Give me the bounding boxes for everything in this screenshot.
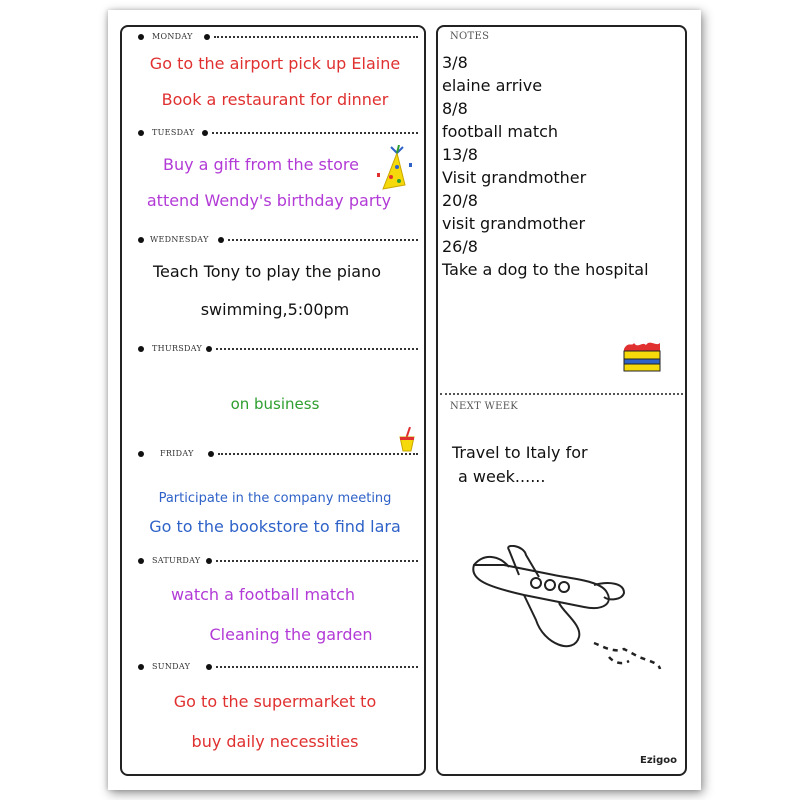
entry-wednesday-1: Teach Tony to play the piano (152, 262, 382, 281)
dotted-line (218, 453, 418, 455)
dot-bullet (138, 237, 144, 243)
entry-friday-2: Go to the bookstore to find lara (149, 517, 401, 536)
dotted-line (228, 239, 418, 241)
section-divider (440, 393, 683, 395)
entry-thursday-1: on business (230, 395, 320, 413)
airplane-icon (464, 545, 664, 675)
entry-friday-1: Participate in the company meeting (158, 491, 392, 506)
day-header-friday (138, 448, 418, 460)
dot-bullet (138, 558, 144, 564)
days-panel (120, 25, 426, 776)
note-line: 13/8 (442, 145, 478, 164)
day-header-monday (138, 31, 418, 43)
note-line: elaine arrive (442, 76, 543, 95)
entry-wednesday-2: swimming,5:00pm (200, 300, 350, 319)
dot-bullet (138, 451, 144, 457)
day-name: SUNDAY (152, 662, 191, 671)
dot-bullet (138, 130, 144, 136)
note-line: football match (442, 122, 559, 141)
entry-saturday-2: Cleaning the garden (209, 625, 373, 644)
day-name: FRIDAY (160, 449, 194, 458)
entry-tuesday-2: attend Wendy's birthday party (146, 191, 392, 210)
day-name: SATURDAY (152, 556, 201, 565)
dot-bullet (138, 346, 144, 352)
weekly-planner-board (108, 10, 701, 790)
note-line: 3/8 (442, 53, 468, 72)
brand-logo: Ezigoo (640, 755, 677, 766)
notes-panel (436, 25, 687, 776)
dotted-line (216, 666, 418, 668)
day-header-sunday (138, 661, 418, 673)
next-week-line: Travel to Italy for (452, 443, 588, 462)
dotted-line (214, 36, 418, 38)
day-name: WEDNESDAY (150, 235, 209, 244)
entry-saturday-1: watch a football match (170, 585, 356, 604)
dotted-line (216, 348, 418, 350)
dot-bullet (206, 558, 212, 564)
dot-bullet (138, 34, 144, 40)
dot-bullet (202, 130, 208, 136)
dot-bullet (138, 664, 144, 670)
dot-bullet (208, 451, 214, 457)
dot-bullet (218, 237, 224, 243)
day-header-tuesday (138, 127, 418, 139)
next-week-title: NEXT WEEK (450, 401, 519, 412)
drink-icon (398, 427, 418, 453)
entry-sunday-1: Go to the supermarket to (173, 692, 377, 711)
note-line: visit grandmother (442, 214, 586, 233)
note-line: 8/8 (442, 99, 468, 118)
day-name: MONDAY (152, 32, 193, 41)
dot-bullet (204, 34, 210, 40)
day-header-saturday (138, 555, 418, 567)
cake-icon (620, 339, 664, 375)
day-header-thursday (138, 343, 418, 355)
dotted-line (216, 560, 418, 562)
next-week-line: a week...... (458, 467, 546, 486)
day-name: THURSDAY (152, 344, 203, 353)
note-line: Take a dog to the hospital (442, 260, 649, 279)
entry-sunday-2: buy daily necessities (191, 732, 359, 751)
note-line: Visit grandmother (442, 168, 587, 187)
day-header-wednesday (138, 234, 418, 246)
party-hat-icon (377, 145, 417, 195)
entry-monday-1: Go to the airport pick up Elaine (149, 54, 401, 73)
notes-title: NOTES (450, 31, 490, 42)
entry-monday-2: Book a restaurant for dinner (161, 90, 389, 109)
dot-bullet (206, 346, 212, 352)
day-name: TUESDAY (152, 128, 195, 137)
dotted-line (212, 132, 418, 134)
note-line: 26/8 (442, 237, 478, 256)
note-line: 20/8 (442, 191, 478, 210)
dot-bullet (206, 664, 212, 670)
entry-tuesday-1: Buy a gift from the store (162, 155, 359, 174)
